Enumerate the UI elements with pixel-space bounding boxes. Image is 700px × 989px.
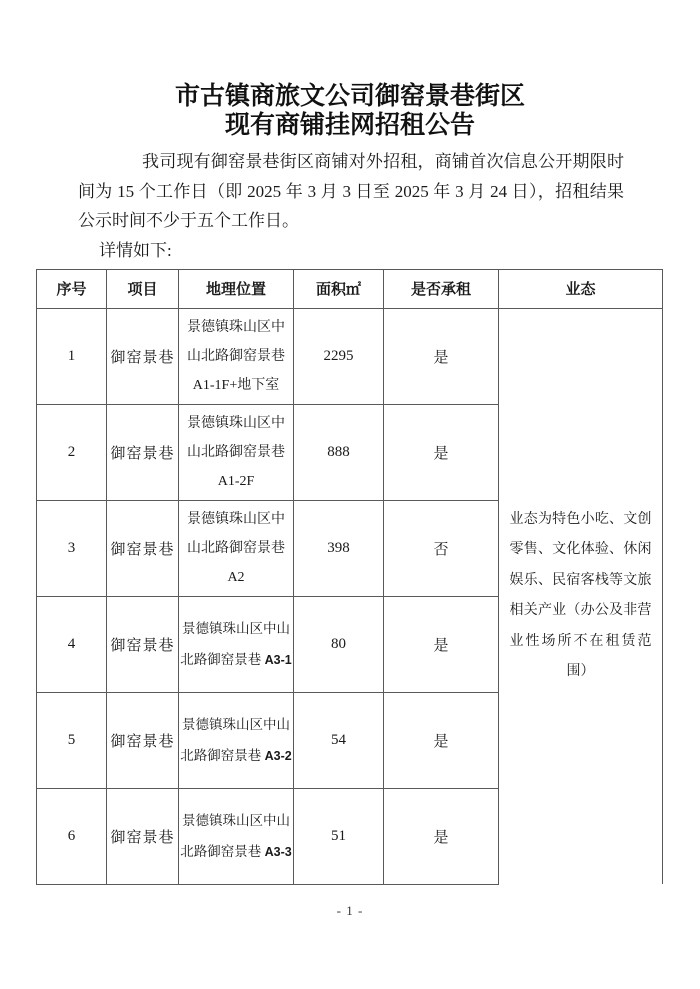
cell-area-sqm: 398 — [294, 500, 384, 596]
column-header-col-area: 面积㎡ — [294, 269, 384, 308]
location-line: 山北路御窑景巷 — [187, 540, 285, 556]
cell-location — [179, 788, 294, 884]
cell-location — [179, 692, 294, 788]
table-row — [37, 308, 663, 404]
cell-location — [179, 500, 294, 596]
unit-code: A3-1 — [264, 652, 292, 667]
cell-is-rented: 是 — [384, 788, 499, 884]
cell-serial-number: 2 — [37, 404, 107, 500]
location-line: 山北路御窑景巷 — [187, 348, 285, 364]
cell-area-sqm: 2295 — [294, 308, 384, 404]
cell-project-name: 御窑景巷 — [107, 308, 179, 404]
location-line: 景德镇珠山区中 — [187, 319, 285, 335]
cell-area-sqm: 80 — [294, 596, 384, 692]
shops-table — [36, 269, 663, 885]
cell-location — [179, 308, 294, 404]
cell-serial-number: 3 — [37, 500, 107, 596]
location-line: 景德镇珠山区中山 — [182, 812, 290, 828]
unit-code: A3-2 — [264, 748, 292, 763]
location-line: 景德镇珠山区中山 — [182, 620, 290, 636]
intro-paragraph: 我司现有御窑景巷街区商铺对外招租，商铺首次信息公开期限时间为 15 个工作日（即 2025 年 3 月 3 日至 2025 年 3 月 24 日），招租结果公示时间不少于五个工作日。 — [78, 152, 624, 230]
column-header-col-business: 业态 — [499, 269, 663, 308]
column-header-col-rented: 是否承租 — [384, 269, 499, 308]
cell-is-rented: 是 — [384, 692, 499, 788]
cell-project-name: 御窑景巷 — [107, 596, 179, 692]
cell-serial-number: 5 — [37, 692, 107, 788]
cell-area-sqm: 51 — [294, 788, 384, 884]
business-note: 业态为特色小吃、文创零售、文化体验、休闲娱乐、民宿客栈等文旅相关产业（办公及非营业性场所不在租赁范围） — [509, 511, 652, 680]
location-line: 北路御窑景巷 A3-2 — [180, 747, 292, 763]
location-line: A2 — [227, 569, 245, 585]
location-line: A1-2F — [217, 473, 255, 489]
cell-business-type — [499, 308, 663, 884]
location-line: 北路御窑景巷 A3-1 — [180, 651, 292, 667]
column-header-col-project: 项目 — [107, 269, 179, 308]
title-line-2: 现有商铺挂网招租公告 — [224, 112, 475, 139]
cell-serial-number: 1 — [37, 308, 107, 404]
cell-project-name: 御窑景巷 — [107, 500, 179, 596]
cell-project-name: 御窑景巷 — [107, 404, 179, 500]
cell-location — [179, 596, 294, 692]
cell-project-name: 御窑景巷 — [107, 788, 179, 884]
unit-code: A3-3 — [264, 844, 292, 859]
cell-serial-number: 4 — [37, 596, 107, 692]
cell-location — [179, 404, 294, 500]
cell-area-sqm: 888 — [294, 404, 384, 500]
cell-serial-number: 6 — [37, 788, 107, 884]
cell-area-sqm: 54 — [294, 692, 384, 788]
location-line: 北路御窑景巷 A3-3 — [180, 843, 292, 859]
column-header-col-location: 地理位置 — [179, 269, 294, 308]
details-label: 详情如下: — [99, 240, 172, 260]
location-line: 山北路御窑景巷 — [187, 444, 285, 460]
column-header-col-no: 序号 — [37, 269, 107, 308]
title-line-1: 市古镇商旅文公司御窑景巷街区 — [174, 83, 525, 110]
location-line: A1-1F+地下室 — [192, 377, 280, 393]
cell-is-rented: 是 — [384, 596, 499, 692]
location-line: 景德镇珠山区中 — [187, 511, 285, 527]
location-line: 景德镇珠山区中 — [187, 415, 285, 431]
table-header-row — [37, 269, 663, 308]
document-title — [0, 0, 700, 140]
cell-project-name: 御窑景巷 — [107, 692, 179, 788]
location-line: 景德镇珠山区中山 — [182, 716, 290, 732]
cell-is-rented: 是 — [384, 308, 499, 404]
cell-is-rented: 是 — [384, 404, 499, 500]
page-number: - 1 - — [336, 903, 364, 918]
cell-is-rented: 否 — [384, 500, 499, 596]
